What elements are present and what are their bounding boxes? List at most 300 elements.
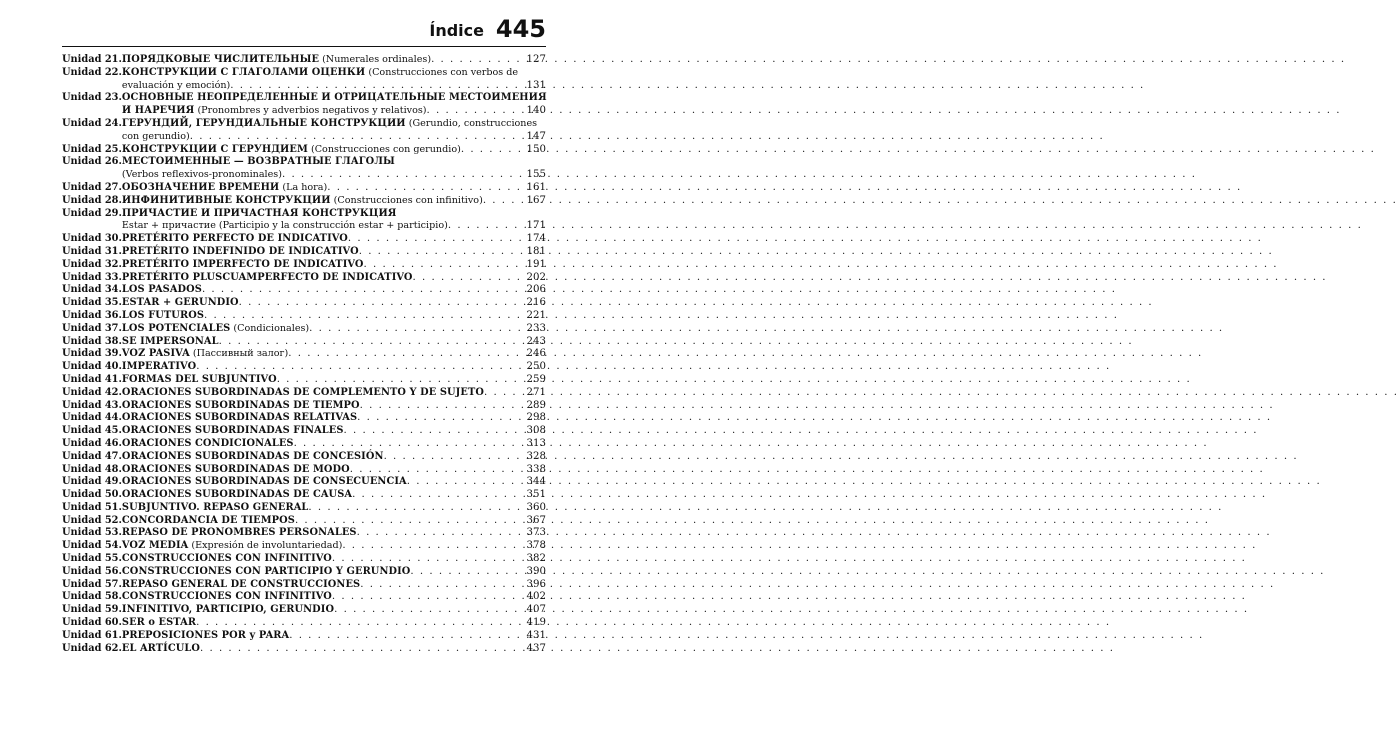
entry-text [122,220,448,233]
entry-text [122,131,190,144]
unit-number: Unidad 53. [62,527,122,539]
toc-entry [62,92,546,118]
entry-title: SE IMPERSONAL [121,335,219,347]
toc-entry [62,272,546,285]
entry-text [122,348,288,361]
entry-title: SER o ESTAR [121,617,197,629]
toc-entry [62,464,546,477]
entry-line [122,348,546,361]
entry-body [122,118,546,144]
entry-text [122,527,357,540]
toc-entry [62,566,546,579]
entry-text [122,105,427,118]
toc-entry [62,310,546,323]
entry-title: ORACIONES SUBORDINADAS DE CAUSA [121,489,353,501]
entry-subtitle: (Pronombres y adverbios negativos y relativos) [194,105,427,117]
entry-page-number: 373 [526,527,546,539]
entry-line [122,387,546,400]
toc-entry [62,604,546,617]
entry-subtitle: (Construcciones con gerundio) [307,143,461,155]
entry-title: ORACIONES CONDICIONALES [121,437,294,449]
entry-body [122,412,546,425]
entry-line [122,476,546,489]
toc-entry [62,476,546,489]
entry-body [122,336,546,349]
dot-leader [294,438,525,451]
entry-line [122,502,546,515]
entry-line [122,118,546,131]
entry-title: КОНСТРУКЦИИ С ГЛАГОЛАМИ ОЦЕНКИ [121,66,366,78]
entry-title: LOS PASADOS [121,284,202,296]
unit-number: Unidad 37. [62,322,122,334]
unit-number: Unidad 46. [62,437,122,449]
entry-line [122,323,546,336]
entry-page-number: 298 [526,412,546,424]
entry-page-number: 147 [526,130,546,142]
entry-line [122,54,546,67]
entry-text [122,118,537,131]
dot-leader [309,323,524,336]
entry-text [122,412,357,425]
entry-text [122,54,431,67]
entry-text [122,169,282,182]
entry-title: EL ARTÍCULO [121,642,200,654]
unit-number: Unidad 47. [62,450,122,462]
entry-page-number: 419 [526,617,546,629]
entry-title: PREPOSICIONES POR y PARA [121,629,290,641]
entry-line [122,412,546,425]
entry-line [122,310,546,323]
entry-page-number: 360 [526,501,546,513]
dot-leader [277,374,525,387]
unit-number: Unidad 45. [62,425,122,437]
entry-text [122,297,239,310]
entry-text [122,195,483,208]
entry-line [122,272,546,285]
entry-body [122,361,546,374]
toc-entry [62,400,546,413]
entry-body [122,284,546,297]
dot-leader [282,169,525,182]
entry-text [122,208,397,221]
dot-leader [342,540,524,553]
entry-page-number: 167 [526,194,546,206]
entry-body [122,604,546,617]
entry-text [122,336,219,349]
entry-text [122,387,484,400]
entry-body [122,591,546,604]
entry-line [122,566,546,579]
entry-subtitle: (Verbos reflexivos-pronominales) [121,169,282,181]
entry-title: VOZ MEDIA [121,540,189,552]
entry-page-number: 171 [526,220,546,232]
entry-page-number: 243 [526,335,546,347]
entry-page-number: 250 [526,361,546,373]
dot-leader [483,195,525,208]
entry-text [122,246,359,259]
toc-entry [62,387,546,400]
entry-subtitle: (Numerales ordinales) [319,54,432,65]
entry-subtitle: (Expresión de involuntariedad) [188,540,343,552]
entry-title: SUBJUNTIVO. REPASO GENERAL [121,501,309,513]
unit-number: Unidad 28. [62,194,122,206]
entry-text [122,80,230,93]
dot-leader [204,310,525,323]
entry-line [122,515,546,528]
entry-text [122,233,348,246]
entry-page-number: 127 [526,54,546,65]
entry-line [122,336,546,349]
entry-subtitle: (La hora) [279,181,328,193]
entry-body [122,54,546,67]
entry-subtitle: con gerundio) [121,130,190,142]
dot-leader [289,630,524,643]
entry-text [122,425,344,438]
entry-line [122,208,546,221]
toc-entry [62,156,546,182]
dot-leader [200,643,525,656]
dot-leader [484,387,525,400]
unit-number: Unidad 38. [62,335,122,347]
entry-body [122,630,546,643]
entry-page-number: 367 [526,514,546,526]
entry-body [122,272,546,285]
entry-body [122,438,546,451]
entry-line [122,630,546,643]
unit-number: Unidad 60. [62,617,122,629]
dot-leader [196,617,524,630]
unit-number: Unidad 44. [62,412,122,424]
unit-number: Unidad 56. [62,565,122,577]
page-header [62,15,546,47]
unit-number: Unidad 29. [62,207,122,219]
entry-title: ОБОЗНАЧЕНИЕ ВРЕМЕНИ [121,181,280,193]
toc-entry [62,323,546,336]
entry-text [122,156,395,169]
entry-body [122,374,546,387]
entry-text [122,630,289,643]
entry-page-number: 402 [526,591,546,603]
entry-text [122,182,327,195]
entry-page-number: 191 [526,258,546,270]
entry-body [122,643,546,656]
entry-page-number: 233 [526,322,546,334]
entry-body [122,92,546,118]
entry-title: PRETÉRITO IMPERFECTO DE INDICATIVO [121,258,364,270]
entry-body [122,425,546,438]
entry-page-number: 437 [526,642,546,654]
entry-title: FORMAS DEL SUBJUNTIVO [121,373,277,385]
toc-entry [62,643,546,656]
toc-entry [62,259,546,272]
entry-title: ORACIONES SUBORDINADAS RELATIVAS [121,412,358,424]
entry-page-number: 390 [526,565,546,577]
unit-number: Unidad 41. [62,373,122,385]
entry-line [122,604,546,617]
entry-line [122,451,546,464]
entry-text [122,591,332,604]
entry-page-number: 431 [526,629,546,641]
entry-page-number: 131 [526,79,546,91]
entry-text [122,438,294,451]
entry-line [122,92,546,105]
dot-leader [413,272,525,285]
entry-title: ПРИЧАСТИЕ И ПРИЧАСТНАЯ КОНСТРУКЦИЯ [121,207,397,219]
dot-leader [364,259,525,272]
entry-body [122,451,546,464]
entry-text [122,540,342,553]
unit-number: Unidad 59. [62,604,122,616]
dot-leader [407,476,525,489]
entry-text [122,374,277,387]
toc-entry [62,451,546,464]
entry-title: ИНФИНИТИВНЫЕ КОНСТРУКЦИИ [121,194,331,206]
unit-number: Unidad 33. [62,271,122,283]
entry-text [122,259,364,272]
entry-body [122,246,546,259]
entry-line [122,67,546,80]
entry-page-number: 407 [526,604,546,616]
entry-title: CONSTRUCCIONES CON PARTICIPIO Y GERUNDIO [121,565,411,577]
entry-text [122,643,200,656]
dot-leader [357,412,524,425]
dot-leader [219,336,525,349]
unit-number: Unidad 32. [62,258,122,270]
entry-subtitle: Estar + причастие (Participio y la construcción estar + participio) [121,220,448,232]
entry-subtitle: (Construcciones con infinitivo) [330,194,483,206]
entry-page-number: 246 [526,348,546,360]
unit-number: Unidad 35. [62,297,122,309]
unit-number: Unidad 50. [62,489,122,501]
entry-text [122,476,407,489]
table-of-contents [62,54,546,655]
entry-line [122,233,546,246]
entry-text [122,579,360,592]
entry-text [122,323,309,336]
toc-entry [62,374,546,387]
dot-leader [350,464,525,477]
dot-leader [344,425,525,438]
entry-page-number: 382 [526,553,546,565]
entry-line [122,246,546,259]
dot-leader [461,144,525,157]
toc-entry [62,182,546,195]
entry-line [122,169,546,182]
entry-body [122,540,546,553]
entry-title: И НАРЕЧИЯ [121,105,195,117]
dot-leader [448,220,525,233]
entry-title: ORACIONES SUBORDINADAS DE CONSECUENCIA [121,476,407,488]
entry-page-number: 216 [526,297,546,309]
entry-subtitle: (Construcciones con verbos de [365,66,519,78]
entry-body [122,579,546,592]
entry-body [122,553,546,566]
dot-leader [202,284,525,297]
entry-text [122,566,411,579]
unit-number: Unidad 43. [62,399,122,411]
dot-leader [427,105,525,118]
entry-line [122,438,546,451]
dot-leader [352,489,524,502]
toc-entry [62,54,546,67]
entry-line [122,144,546,157]
unit-number: Unidad 49. [62,476,122,488]
unit-number: Unidad 57. [62,578,122,590]
toc-entry [62,144,546,157]
entry-page-number: 206 [526,284,546,296]
dot-leader [288,348,524,361]
entry-body [122,310,546,323]
entry-text [122,553,332,566]
unit-number: Unidad 58. [62,591,122,603]
entry-line [122,643,546,656]
entry-body [122,348,546,361]
entry-subtitle: (Пассивный залог) [189,348,289,360]
entry-title: LOS FUTUROS [121,309,204,321]
dot-leader [230,80,524,93]
entry-title: IMPERATIVO [121,361,197,373]
entry-title: ESTAR + GERUNDIO [121,297,239,309]
entry-title: ОСНОВНЫЕ НЕОПРЕДЕЛЕННЫЕ И ОТРИЦАТЕЛЬНЫЕ МЕСТОИМЕНИЯ [121,92,547,104]
toc-entry [62,438,546,451]
entry-body [122,156,546,182]
entry-text [122,284,202,297]
entry-title: ORACIONES SUBORDINADAS DE COMPLEMENTO Y DE SUJETO [121,386,484,398]
entry-text [122,310,204,323]
entry-line [122,182,546,195]
entry-title: REPASO GENERAL DE CONSTRUCCIONES [121,578,361,590]
entry-page-number: 313 [526,437,546,449]
entry-line [122,540,546,553]
entry-line [122,579,546,592]
entry-body [122,323,546,336]
toc-entry [62,630,546,643]
entry-page-number: 155 [526,169,546,181]
toc-entry [62,361,546,374]
entry-page-number: 396 [526,578,546,590]
entry-text [122,464,350,477]
toc-entry [62,246,546,259]
unit-number: Unidad 51. [62,501,122,513]
unit-number: Unidad 40. [62,361,122,373]
entry-page-number: 221 [526,309,546,321]
unit-number: Unidad 42. [62,386,122,398]
toc-entry [62,195,546,208]
entry-page-number: 174 [526,233,546,245]
entry-line [122,195,546,208]
toc-entry [62,579,546,592]
entry-text [122,361,196,374]
toc-entry [62,489,546,502]
unit-number: Unidad 39. [62,348,122,360]
unit-number: Unidad 34. [62,284,122,296]
entry-line [122,259,546,272]
entry-title: ORACIONES SUBORDINADAS DE TIEMPO [121,399,360,411]
toc-entry [62,233,546,246]
entry-page-number: 344 [526,476,546,488]
entry-text [122,400,360,413]
entry-title: CONCORDANCIA DE TIEMPOS [121,514,295,526]
dot-leader [332,591,525,604]
entry-text [122,515,295,528]
entry-line [122,617,546,630]
unit-number: Unidad 30. [62,233,122,245]
dot-leader [334,604,524,617]
entry-line [122,297,546,310]
unit-number: Unidad 23. [62,92,122,104]
entry-page-number: 161 [526,181,546,193]
entry-page-number: 338 [526,463,546,475]
entry-line [122,553,546,566]
entry-body [122,182,546,195]
entry-title: CONSTRUCCIONES CON INFINITIVO [121,591,332,603]
unit-number: Unidad 54. [62,540,122,552]
entry-page-number: 271 [526,386,546,398]
dot-leader [357,527,525,540]
dot-leader [239,297,525,310]
toc-entry [62,425,546,438]
entry-line [122,156,546,169]
entry-line [122,464,546,477]
dot-leader [295,515,525,528]
entry-body [122,400,546,413]
entry-title: LOS POTENCIALES [121,322,231,334]
entry-line [122,527,546,540]
entry-title: ГЕРУНДИЙ, ГЕРУНДИАЛЬНЫЕ КОНСТРУКЦИИ [121,117,406,129]
unit-number: Unidad 27. [62,181,122,193]
entry-page-number: 181 [526,245,546,257]
entry-line [122,80,546,93]
entry-body [122,489,546,502]
entry-body [122,195,546,208]
entry-body [122,297,546,310]
unit-number: Unidad 61. [62,629,122,641]
entry-subtitle: (Gerundio, construcciones [405,117,538,129]
toc-entry [62,208,546,234]
entry-title: CONSTRUCCIONES CON INFINITIVO [121,553,332,565]
entry-title: ORACIONES SUBORDINADAS FINALES [121,425,344,437]
dot-leader [348,233,525,246]
entry-title: КОНСТРУКЦИИ С ГЕРУНДИЕМ [121,143,308,155]
unit-number: Unidad 21. [62,54,122,65]
toc-entry [62,412,546,425]
entry-page-number: 150 [526,143,546,155]
unit-number: Unidad 31. [62,245,122,257]
dot-leader [196,361,524,374]
entry-text [122,272,413,285]
unit-number: Unidad 24. [62,117,122,129]
unit-number: Unidad 26. [62,156,122,168]
entry-title: МЕСТОИМЕННЫЕ — ВОЗВРАТНЫЕ ГЛАГОЛЫ [121,156,395,168]
entry-title: REPASO DE PRONOMBRES PERSONALES [121,527,357,539]
entry-line [122,361,546,374]
entry-body [122,502,546,515]
entry-line [122,131,546,144]
dot-leader [327,182,524,195]
entry-title: ORACIONES SUBORDINADAS DE CONCESIÓN [121,450,384,462]
entry-page-number: 202 [526,271,546,283]
entry-title: ПОРЯДКОВЫЕ ЧИСЛИТЕЛЬНЫЕ [121,54,320,65]
entry-page-number: 140 [526,105,546,117]
entry-body [122,208,546,234]
toc-entry [62,591,546,604]
dot-leader [308,502,524,515]
unit-number: Unidad 62. [62,642,122,654]
dot-leader [431,54,524,67]
entry-title: VOZ PASIVA [121,348,190,360]
dot-leader [332,553,525,566]
entry-page-number: 378 [526,540,546,552]
